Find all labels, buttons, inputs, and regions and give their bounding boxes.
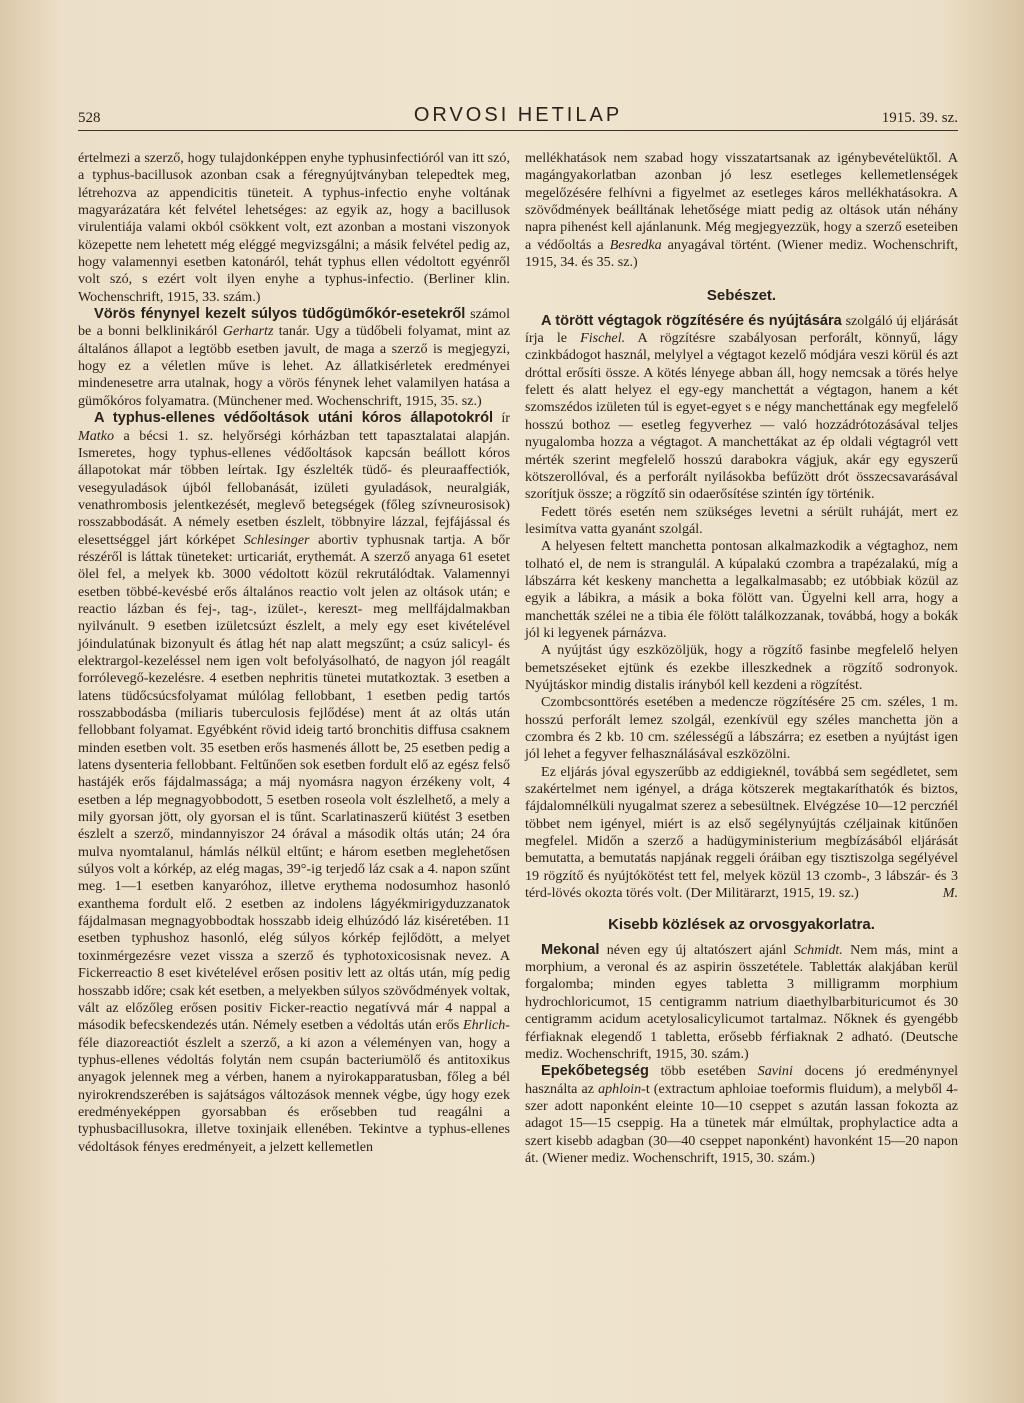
article-typhus-vaccination xyxy=(78,410,510,1156)
page-number: 528 xyxy=(78,110,101,126)
header-rule xyxy=(78,130,958,131)
article-text: ír xyxy=(493,410,511,427)
section-heading-short-notes: Kisebb közlések az orvosgyakorlatra. xyxy=(608,916,875,934)
author-name: Gerhartz xyxy=(222,323,274,340)
article-lead: A typhus-ellenes védőoltások utáni kóros állapotokról xyxy=(94,410,494,427)
paragraph xyxy=(525,764,958,903)
article-lead: A törött végtagok rögzítésére és nyújtására xyxy=(541,312,842,329)
article-text: mellékhatások nem szabad hogy visszatartsanak az igénybevételüktől. A magángyakorlatban azonban jó lesz esetleges kellemetlenségek megelőzésére felhívni a figyelmet az esetleges káros mellékhatásokra. A szövődmények beálltának lehetősége miatt pedig az oltások után néhány napra pihenést kell ajánlanunk. Még megjegyezzük, hogy a szerző eseteiben a védőoltás a xyxy=(525,150,958,253)
issue-number: 1915. 39. sz. xyxy=(881,110,958,126)
paragraph: Czombcsonttörés esetében a medencze rögzítésére 25 cm. széles, 1 m. hosszú perforált lemez szolgál, ezenkívül egy széles manchetta jön a czombra és 2 kb. 10 cm. szélességű a lábszárra; ez esetben a nyújtást igen jól lehet a fegyver felhasználásával eszközölni. xyxy=(525,694,958,763)
article-continuation: értelmezi a szerző, hogy tulajdonképpen enyhe typhusinfectióról van itt szó, a typhus-bacillusok azonban csak a féregnyújtványban telepedtek meg, létrehozva az appendicitis tüneteit. A typhus-infectio enyhe voltának magyarázatára két felvétel lehetséges: az egyik az, hogy a bacillusok virulentiája valami okból csökkent volt, ezt azonban a mostani viszonyok közepette nem lehetett még eléggé megvizsgálni; a másik felvétel pedig az, hogy valamennyi esetben katonáról, tehát typhus ellen védoltott egyénről volt szó, s ezért volt ilyen enyhe a typhus-infectio. (Berliner klin. Wochenschrift, 1915, 33. szám.) xyxy=(78,150,510,305)
article-mekonal xyxy=(525,942,958,1063)
article-red-light xyxy=(78,306,510,410)
article-text: Ez eljárás jóval egyszerűbb az eddigieknél, továbbá sem segédletet, sem szakértelmet nem igényel, a drága kötszerek megtakaríthatók és biztos, fájdalomnélküli nyugalmat szerez a sebesültnek. Elvégzése 10—12 perczńél többet nem igényel, miért is az első segélynyújtás czéljainak kitűnően megfelel. Midőn a szerző a hadügyministerium megbízásából eljárását bemutatta, a bemutatás napjának reggeli óráiban egy tisztiszolga segélyével 19 rögzítő és nyújtókötést tett fel, melyek közül 13 czomb-, 3 lábszár- és 3 térd-lövés okozta törés volt. (Der Militärarzt, 1915, 19. sz.) xyxy=(525,763,958,902)
right-column xyxy=(525,150,958,1167)
left-column xyxy=(78,150,510,1156)
page-header xyxy=(78,102,958,132)
section-heading-surgery: Sebészet. xyxy=(706,287,777,305)
article-lead: Epekőbetegség xyxy=(541,1063,649,1080)
signature: M. xyxy=(942,885,958,902)
drug-name: aphloin xyxy=(598,1080,642,1097)
paragraph: A nyújtást úgy eszközöljük, hogy a rögzítő fasinbe megfelelő helyen bemetszéseket ejtünk és ezekbe illeszkednek a rögzítő sodronyok. Nyújtáskor mindig distalis irányból kell kezdeni a rögzítést. xyxy=(525,642,958,693)
article-fracture-fixation xyxy=(525,313,958,504)
article-lead: Vörös fénynyel kezelt súlyos tüdőgümőkór-esetekről xyxy=(94,306,466,323)
article-text: tanár. Ugy a tüdőbeli folyamat, mint az általános állapot a legtöbb esetben javult, de maga a szerző is megjegyzi, hogy ez a véletlen műve is lehet. Az állatkisérletek eredményei mindenesetre arra utalnak, hogy a vörös fénynek lehet valamilyen hatása a gümőkóros folyamatra. (Münchener med. Wochenschrift, 1915, 35. sz.) xyxy=(78,323,510,409)
article-text: Nem más, mint a morphium, a veronal és az aspirin összetétele. Tablettáк alakjában kerül forgalomba; minden egyes tabletta 3 milligramm morphium hydrochloricumot, 15 centigramm natrium diaethylbarbituricumot és 30 centigramm acidum acetylosalicylicumot tartalmaz. Nőknek és gyengébb férfiaknak elegendő 1 tabletta, erősebb férfiaknak 2 adható. (Deutsche mediz. Wochenschrift, 1915, 30. szám.) xyxy=(525,941,959,1062)
article-text: abortiv typhusnak tartja. A bőr részéről is láttak tüneteket: urticariát, erythemát. A szerző anyaga 61 esetet ölel fel, a melyek kb. 3000 védoltott közül rekrutálódtak. Valamennyi esetben többé-kevésbé erős általános reactio volt jelen az oltások után; e reactio lázban és fej-, tag-, izület-, kereszt- meg mellfájdalmakban nyilvánult. 9 esetben izületcsúzt észlelt, a mely egy eset kivételével jóindulatúnak bizonyult és átlag hét nap alatt megszűnt; a csúz salicyl- és elektrargol-kezeléssel nem igen volt befolyásolható, de nagyon jól reagált forrólevegő-kezelésre. 4 esetben nephritis tünetei mutatkoztak. 3 esetben a latens tüdőcsúcsfolyamat múlólag fellobbant, 1 esetben pedig tartós rosszabbodásba (miliaris tuberculosis fejlődése) ment át az oltás után fellobbant folyamat. Egyébként rövid ideig tartó bronchitis diffusa csaknem minden esetben volt. 35 esetben erős hasmenés állott be, 25 esetben pedig a latens dysenteria fellobbant. Feltűnően sok esetben fordult elő az egész felső hastájék erős fájdalmassága; a máj nyomásra nagyon érzékeny volt, 4 esetben a lép megnagyobbodott, 5 esetben roseola volt észlelhető, a mely a mily gyorsan jött, oly gyorsan el is tűnt. Scarlatinaszerű kiütést 3 esetben észlelt a szerző, mindannyiszor 24 órával a második oltás után; 24 óra mulva nyomtalanul, hámlás nélkül eltűnt; e három esetben meglehetősen súlyos volt a kórkép, az elég magas, 39°-ig terjedő láz csak a 4. napon szűnt meg. 1—1 esetben kanyaróhoz, illetve erythema nodosumhoz hasonló exanthema fordult elő. 2 esetben az indolens lágyékmirigyduzzanatok fájdalmasan megnagyobbodtak hosszabb ideig elhúzódó láz kiséretében. 11 esetben typhushoz hasonló, elég súlyos kórkép fejlődött, a melyet toxinmérgezésre vezet vissza a szerző és typhotoxicosisnak nevez. A Fickerreactio 8 eset kivételével erősen positiv lett az oltás után, míg pedig hosszabb időre; csak két esetben, a melyekben súlyos szövődmények voltak, vált az előzőleg erősen positiv Ficker-reactio negatívvá már 4 nappal a második befecskendezés után. Némely esetben a védoltás után erős xyxy=(78,531,511,1034)
author-name: Savini xyxy=(757,1063,793,1080)
article-text: több esetében xyxy=(648,1063,758,1080)
author-name: Schlesinger xyxy=(243,531,310,548)
author-name: Schmidt. xyxy=(793,941,843,958)
article-continuation xyxy=(525,150,958,271)
article-text: anyagával történt. (Wiener mediz. Wochenschrift, 1915, 34. és 35. sz.) xyxy=(525,236,958,271)
paragraph: A helyesen feltett manchetta pontosan alkalmazkodik a végtaghoz, nem tolható el, de nem is strangulál. A kúpalakú czombra a trapézalakú, míg a lábszárra két keskeny manchetta a legalkalmasabb; ez utóbbiak közül az egyik a lábikra, a másik a boka fölött van. Ügyelni kell arra, hogy a manchetták szélei ne a tibia éle fölött találkozzanak, továbbá, hogy a bokák jól ki legyenek párnázva. xyxy=(525,538,958,641)
journal-title: ORVOSI HETILAP xyxy=(413,104,623,126)
author-name: Besredka xyxy=(609,236,662,253)
article-text: számol be a bonni belklinikáról xyxy=(78,306,511,340)
article-text: a bécsi 1. sz. helyőrségi kórházban tett tapasztalatai alapján. Ismeretes, hogy typhus-ellenes védőoltások kapcsán beállott kóros állapotokat már többen leírtak. Igy észlelték tüdő- és pleuraaffectiók, vesegyuladások újból fellobanását, izületi gyuladások, neuralgiák, venathrombosis jelentkezését, meglevő betegségek (főleg szívneurosisok) rosszabbodását. A némely esetben észlelt, többnyire lázzal, fejfájással és elesettséggel járt kórképet xyxy=(78,427,510,548)
author-name: Ehrlich xyxy=(463,1017,506,1034)
author-name: Matko xyxy=(78,427,115,444)
article-lead: Mekonal xyxy=(541,941,600,958)
author-name: Fischel. xyxy=(580,330,626,347)
article-text: A rögzítésre szabályosan perforált, könnyű, lágy czinkbádogot használ, melylyel a végtagot kezelő módjára veszi körül és azt dróttal erősíti össze. A kötés lényege abban áll, hogy nemcsak a törés helye felett és alatt helyez el egy-egy manchettát a végtagon, hanem a két szomszédos izületen túl is egyet-egyet s e négy manchettának egy megfelelő hosszú bothoz — esetleg fegyverhez — való hozzádrótozásával teljes nyugalomba hozza a végtagot. A manchettákat az ép oldali végtagról vett mérték szerint megfelelő hosszú darabokra vágjuk, akár egy egyszerű kötszerollóval, és a perforált nyilásokba befűzött drót összecsavarásával szorítjuk össze; a rögzítő sin odaerősítése szintén így történik. xyxy=(525,330,959,503)
article-text: -t (extractum aphloiae toeformis fluidum), a melyből 4-szer adott naponként eleinte 10—10 cseppet s azután lassan fokozta az adagot 15—15 cseppig. Ha a tünetek már elmúltak, prophylactice adta a szert kisebb adagban (30—40 cseppet naponként) havonként 15—20 napon át. (Wiener mediz. Wochenschrift, 1915, 30. szám.) xyxy=(525,1080,958,1166)
article-text: néven egy új altatószert ajánl xyxy=(599,941,794,958)
article-text: -féle diazoreactiót észlelt a szerző, a ki azon a véleményen van, hogy a typhus-ellenes védoltás folytán nem csupán bacteriumölő és antitoxikus anyagok jelennek meg a vérben, hanem a nyirokapparatusban, főleg a bél nyirokrendszerében is sajátságos változások mennek végbe, úgy hogy ezek eredményeképpen gyorsabban és erősebben tud reagálni a typhusbacillusokra, illetve toxinjaik ellenében. Tekintve a typhus-ellenes védoltások fényes eredményeit, a jelzett kellemetlen xyxy=(78,1017,510,1155)
article-text: szolgáló új eljárását írja le xyxy=(525,312,959,347)
article-text: docens jó eredménynyel használta az xyxy=(525,1063,958,1097)
article-gallstone xyxy=(525,1063,958,1167)
paragraph: Fedett törés esetén nem szükséges levetni a sérült ruháját, mert ez lesimítva vatta gyanánt szolgál. xyxy=(525,503,958,537)
